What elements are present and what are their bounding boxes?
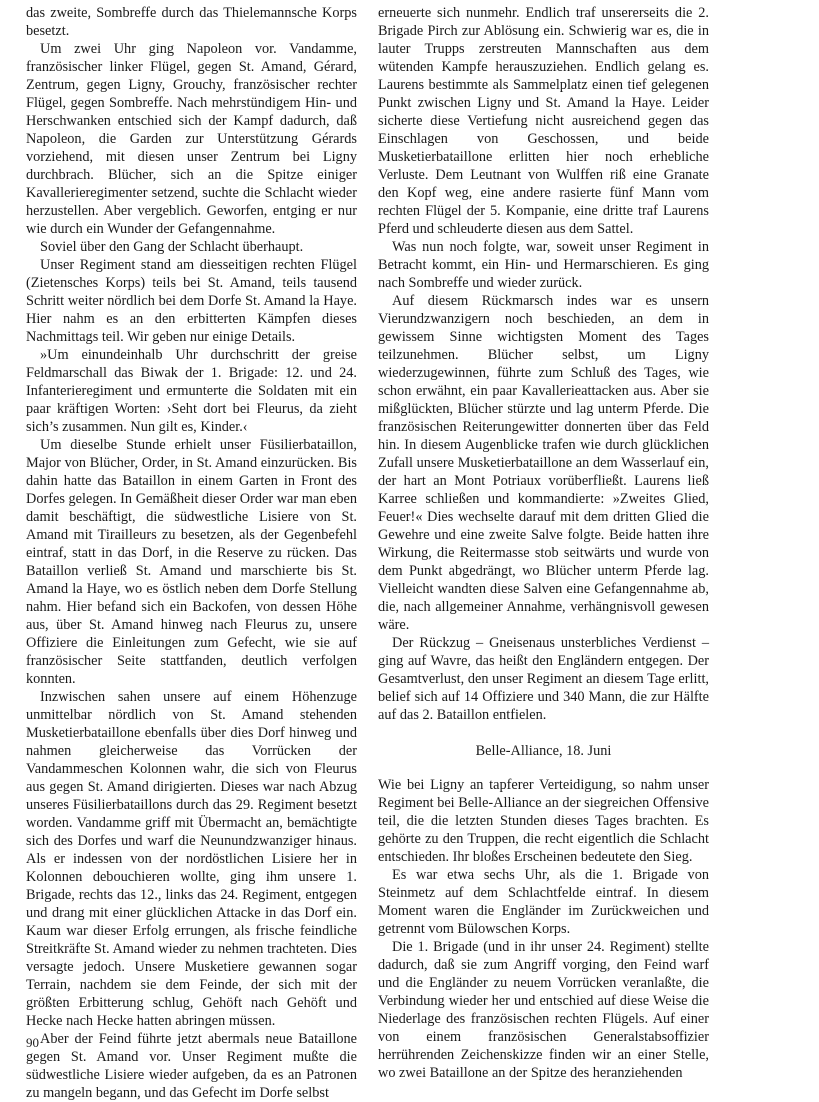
paragraph: Um dieselbe Stunde erhielt unser Füsilierbataillon, Major von Blücher, Order, in St. Amand einzurücken. Bis dahin hatte das Bataillon in einem Garten in Front des Dorfes gelegen. In Gemäßheit dieser Order war man eben damit beschäftigt, die südwestliche Lisiere von St. Amand mit Tirailleurs zu besetzen, als der Gegenbefehl eintraf, statt in das Dorf, in die Reserve zu rücken. Das Bataillon verließ St. Amand und marschierte bis St. Amand la Haye, wo es östlich neben dem Dorfe Stellung nahm. Hier befand sich ein Backofen, von dessen Höhe aus, über St. Amand hinweg nach Fleurus zu, unsere Offiziere die Einleitungen zum Gefecht, wie sie auf französischer Seite stattfanden, deutlich verfolgen konnten. [26, 437, 357, 687]
paragraph: »Um einundeinhalb Uhr durchschritt der greise Feldmarschall das Biwak der 1. Brigade: 12. und 24. Infanterieregiment und ermunterte die Soldaten mit ein paar kräftigen Worten: ›Seht dort bei Fleurus, da zieht sich’s zusammen. Nun gilt es, Kinder.‹ [26, 347, 357, 435]
paragraph: Wie bei Ligny an tapferer Verteidigung, so nahm unser Regiment bei Belle-Alliance an der siegreichen Offensive teil, die die letzten Stunden dieses Tages brachten. Es gehörte zu den Truppen, die recht eigentlich die Schlacht entschieden. Ihr bloßes Erscheinen bedeutete den Sieg. [378, 777, 709, 865]
paragraph: Was nun noch folgte, war, soweit unser Regiment in Betracht kommt, ein Hin- und Hermarschieren. Es ging nach Sombreffe und wieder zurück. [378, 239, 709, 291]
paragraph: Unser Regiment stand am diesseitigen rechten Flügel (Zietensches Korps) teils bei St. Amand, teils tausend Schritt weiter nördlich bei dem Dorfe St. Amand la Haye. Hier nahm es an den erbitterten Kämpfen dieses Nachmittags teil. Wir geben nur einige Details. [26, 257, 357, 345]
left-column [26, 4, 357, 1102]
paragraph: Auf diesem Rückmarsch indes war es unsern Vierundzwanzigern noch beschieden, an dem in gewissem Sinne wichtigsten Moment des Tages teilzunehmen. Blücher selbst, um Ligny wiederzugewinnen, führte zum Schluß des Tages, wie schon erwähnt, ein paar Kavallerieattacken aus. Aber sie mißglückten, Blücher stürzte und lag unterm Pferde. Die französischen Reiterungewitter donnerten über das Feld hin. In diesem Augenblicke trafen wie durch glücklichen Zufall unsere Musketierbataillone an dem Wasserlauf ein, der hart an Mont Potriaux vorüberfließt. Laurens ließ Karree schließen und kommandierte: »Zweites Glied, Feuer!« Dies wechselte darauf mit dem dritten Glied die Gewehre und eine zweite Salve folgte. Beide hatten ihre Wirkung, die Reitermasse stob seitwärts und wurde von dem Punkt abgedrängt, wo Blücher unterm Pferde lag. Vielleicht wandten diese Salven eine Gefangennahme ab, die, nach allgemeiner Annahme, verhängnisvoll gewesen wäre. [378, 293, 709, 633]
paragraph: Der Rückzug – Gneisenaus unsterbliches Verdienst – ging auf Wavre, das heißt den Engländern entgegen. Der Gesamtverlust, den unser Regiment an diesem Tage erlitt, belief sich auf 14 Offiziere und 340 Mann, die zur Hälfte auf das 2. Bataillon entfielen. [378, 635, 709, 723]
paragraph: erneuerte sich nunmehr. Endlich traf unsererseits die 2. Brigade Pirch zur Ablösung ein. Schwierig war es, die in lauter Trupps zerstreuten Mannschaften aus dem wütenden Kampfe herauszuziehen. Endlich gelang es. Laurens bestimmte als Sammelplatz einen tief gelegenen Punkt zwischen Ligny und St. Amand la Haye. Leider sicherte diese Vertiefung nicht ausreichend gegen das Einschlagen von Geschossen, und beide Musketierbataillone erlitten hier noch erhebliche Verluste. Dem Leutnant von Wulffen riß eine Granate den Kopf weg, eine andere rasierte fünf Mann vom rechten Flügel der 5. Kompanie, eine dritte traf Laurens Pferd und schleuderte diesen aus dem Sattel. [378, 5, 709, 237]
paragraph: das zweite, Sombreffe durch das Thielemannsche Korps besetzt. [26, 5, 357, 39]
right-column [378, 4, 709, 1082]
paragraph: Inzwischen sahen unsere auf einem Höhenzuge unmittelbar nördlich von St. Amand stehenden Musketierbataillone ebenfalls über dies Dorf hinweg und nahmen gleicherweise das Vorrücken der Vandammeschen Kolonnen wahr, die sich von Fleurus aus gegen St. Amand dirigierten. Dieses war nach Abzug unseres Füsilierbataillons durch das 29. Regiment besetzt worden. Vandamme griff mit Übermacht an, bemächtigte sich des Dorfes und warf die Neunundzwanziger hinaus. Als er indessen von der nordöstlichen Lisiere her in Kolonnen debouchieren wollte, ging ihm unsere 1. Brigade, rechts das 12., links das 24. Regiment, entgegen und drang mit einer glücklichen Attacke in das Dorf ein. Kaum war dieser Erfolg errungen, als frische feindliche Streitkräfte St. Amand wieder zu nehmen trachteten. Dies versagte jedoch. Unsere Musketiere gewannen sogar Terrain, nachdem sie dem Feinde, der sich mit der größten Erbitterung schlug, Gehöft nach Gehöft und Hecke nach Hecke hatten abringen müssen. [26, 689, 357, 1029]
paragraph: Aber der Feind führte jetzt abermals neue Bataillone gegen St. Amand vor. Unser Regiment mußte die südwestliche Lisiere wieder aufgeben, da es an Patronen zu mangeln begann, und das Gefecht im Dorfe selbst [26, 1031, 357, 1101]
page-number: 90 [26, 1035, 39, 1050]
paragraph: Soviel über den Gang der Schlacht überhaupt. [40, 239, 304, 255]
paragraph: Es war etwa sechs Uhr, als die 1. Brigade von Steinmetz auf dem Schlachtfelde eintraf. In diesem Moment waren die Engländer im Zurückweichen und getrennt vom Bülowschen Korps. [378, 867, 709, 937]
paragraph: Die 1. Brigade (und in ihr unser 24. Regiment) stellte dadurch, daß sie zum Angriff vorging, den Feind warf und die Engländer zu neuem Vorrücken veranlaßte, die Verbindung wieder her und entschied auf diese Weise die Niederlage des französischen rechten Flügels. Auf einer von einem französischen Generalstabsoffizier herrührenden Zeichenskizze finden wir an einer Stelle, wo zwei Bataillone an der Spitze des heranziehenden [378, 939, 709, 1081]
section-heading: Belle-Alliance, 18. Juni [475, 743, 612, 759]
paragraph: Um zwei Uhr ging Napoleon vor. Vandamme, französischer linker Flügel, gegen St. Amand, Gérard, Zentrum, gegen Ligny, Grouchy, französischer rechter Flügel, gegen Sombreffe. Nach mehrstündigem Hin- und Herschwanken entschied sich der Kampf dadurch, daß Napoleon, die Garden zur Unterstützung Gérards vorziehend, mit diesen unser Zentrum bei Ligny durchbrach. Blücher, sich an die Spitze einiger Kavallerieregimenter setzend, suchte die Schlacht wieder herzustellen. Aber vergeblich. Geworfen, entging er nur wie durch ein Wunder der Gefangennahme. [26, 41, 357, 237]
